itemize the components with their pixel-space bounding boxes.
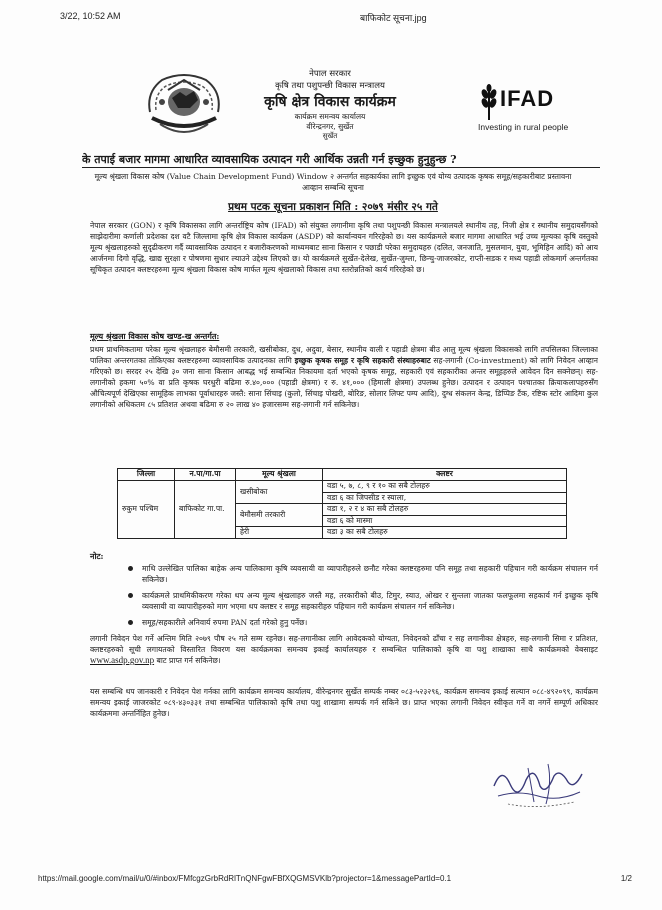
ifad-tagline: Investing in rural people xyxy=(478,122,569,132)
print-header xyxy=(60,11,642,25)
header-value-chain: मूल्य श्रृंखला xyxy=(236,469,323,481)
footer-page-number: 1/2 xyxy=(620,874,632,883)
deadline-text-2: बाट प्राप्त गर्न सकिनेछ। xyxy=(154,656,221,666)
org-program-name: कृषि क्षेत्र विकास कार्यक्रम xyxy=(264,94,396,110)
ifad-name: IFAD xyxy=(500,86,555,111)
nepal-government-emblem-icon xyxy=(142,72,226,144)
header-district: जिल्ला xyxy=(118,469,175,481)
cell-cluster: वडा ६ का जिपसीड र स्याला, xyxy=(323,492,567,504)
list-item xyxy=(128,590,598,612)
org-line-6: सुर्खेत xyxy=(322,132,338,140)
cell-cluster: वडा ६ को मास्मा xyxy=(323,515,567,527)
note-text: कार्यक्रमले प्राथमिकीकरण गरेका थप अन्य मूल्य श्रृंखलाहरु जस्तै मह, तरकारीको बीउ, टिमुर, स्याउ, ओखर र सुन्तला जातका फलफूलमा सहकार्य गर्न इच्छुक कृषि व्यवसायी वा व्यापारीहरुको माग भएमा थप क्लष्टर र समूह सहकारीहरु पहिचान गरी कार्यक्रम संचालन गर्न सकिनेछ। xyxy=(142,591,598,612)
print-footer xyxy=(38,874,632,888)
print-filename: बाफिकोट सूचना.jpg xyxy=(360,13,427,23)
org-line-5: वीरेन्द्रनगर, सुर्खेत xyxy=(306,122,354,131)
bullet-icon xyxy=(128,593,133,598)
cell-chain: बेमौसमी तरकारी xyxy=(236,504,323,527)
cell-cluster: वडा ३ का सबै टोलहरु xyxy=(323,527,567,539)
intro-paragraph: नेपाल सरकार (GON) र कृषि विकासका लागि अन्तर्राष्ट्रिय कोष (IFAD) को संयुक्त लगानीमा कृषि तथा पशुपन्छी विकास मन्त्रालयले स्थानीय तह, निजी क्षेत्र र स्थानीय समुदायसँगको साझेदारीमा कर्णाली प्रदेशका दश वटै जिल्लामा कृषि क्षेत्र विकास कार्यक्रम (ASDP) को कार्यान्वयन गरिरहेको छ। यस कार्यक्रमले बजार मागमा आधारित भई उच्च मूल्यका कृषि वस्तुको मूल्य श्रृंखलाहरुको सुदृढीकरण गर्दै व्यावसायिक उत्पादन र बजारीकरणको माध्यमबाट साना किसान र पछाडी परेका समुदायहरु (दलित, जनजाति, मुसलमान, युवा, भूमिहिन आदि) को आय आर्जनमा दिगो वृद्धि, खाद्य सुरक्षा र पोषणमा सुधार ल्याउने उद्देश्य लिएको छ। यो कार्यक्रमले सुर्खेत-देलेख, सुर्खेत-जुम्ला, छिन्चु-जाजरकोट, राप्ती-सडक र मध्य पहाडी लोकमार्ग अन्तर्गतका सूचिकृत उत्पादन क्लष्टरहरुमा मूल्य श्रृंखला विकास कोष मार्फत मूल्य श्रृंखलाको विकास तथा स्तरोन्नतिको कार्य गरिरहेको छ। xyxy=(90,221,598,275)
wheat-icon xyxy=(478,84,500,120)
cell-cluster: वडा ५, ७, ८, ९ र १० का सबै टोलहरु xyxy=(323,481,567,493)
deadline-text-1: लगानी निवेदन पेश गर्ने अन्तिम मिति २०७९ पौष २५ गते सम्म रहनेछ। सह-लगानीका लागि आवेदकको योग्यता, निवेदनको ढाँचा र सह लगानीका क्षेत्रहरु, सह-लगानी सिमा र प्रतिशत, क्लष्टरहरुको सूची लगायतको विस्तारित विवरण यस कार्यक्रमका समन्वय इकाई कार्यालयहरु र सम्बन्धित पालिकाको कृषि वा पशु शाखाका साथै कार्यक्रमको वेबसाइट xyxy=(90,634,598,655)
list-item xyxy=(128,563,598,585)
notes-list xyxy=(128,563,598,633)
publication-date: प्रथम पटक सूचना प्रकाशन मिति : २०७९ मंसीर २५ गते xyxy=(228,201,438,213)
fund-paragraph xyxy=(90,344,598,467)
deadline-paragraph xyxy=(90,633,598,683)
footer-url: https://mail.google.com/mail/u/0/#inbox/FMfcgzGrbRdRlTnQNFgwFBfXQGMSVKlb?projector=1&messagePartId=0.1 xyxy=(38,874,452,883)
note-text: माथि उल्लेखित पालिका बाहेक अन्य पालिकामा कृषि व्यवसायी वा व्यापारीहरुले छनौट गरेका क्लष्टरहरुमा पनि समूह तथा सहकारी पहिचान गरी कार्यक्रम संचालन गर्न सकिनेछ। xyxy=(142,564,598,585)
notice-headline: के तपाई बजार मागमा आधारित व्यावसायिक उत्पादन गरी आर्थिक उन्नती गर्न इच्छुक हुनुहुन्छ ? xyxy=(82,152,600,168)
organization-header xyxy=(250,68,410,141)
cell-palika: बाफिकोट गा.पा. xyxy=(175,481,236,539)
org-line-1: नेपाल सरकार xyxy=(309,69,351,79)
contact-paragraph: यस सम्बन्धि थप जानकारी र निवेदन पेश गर्नका लागि कार्यक्रम समन्वय कार्यालय, वीरेन्द्रनगर सुर्खेत सम्पर्क नम्बर ०८३-५२३२९६, कार्यक्रम समन्वय इकाई सल्यान ०८८-४९२०९९, कार्यक्रम समन्वय इकाई जाजरकोट ०८९-४३०३३१ तथा सम्बन्धित पालिकाको कृषि तथा पशु शाखामा सम्पर्क गर्न सकिने छ। प्राप्त भएका लगानी निवेदन स्वीकृत गर्ने वा नगर्ने सम्पूर्ण अधिकार कार्यक्रममा अन्तर्निहित हुनेछ। xyxy=(90,687,598,719)
bullet-icon xyxy=(128,620,133,625)
header-cluster: क्लष्टर xyxy=(323,469,567,481)
cell-chain: खसीबोका xyxy=(236,481,323,504)
website-link[interactable]: www.asdp.gov.np xyxy=(90,655,155,666)
notice-subtitle: मूल्य श्रृंखला विकास कोष (Value Chain Development Fund) Window २ अन्तर्गत सहकार्यका लागि इच्छुक एवं योग्य उत्पादक कृषक समूह/सहकारीबाट प्रस्तावना आव्हान सम्बन्धि सूचना xyxy=(94,172,572,192)
cell-cluster: वडा १, २ र ४ का सबै टोलहरु xyxy=(323,504,567,516)
fund-paragraph-part-1: प्रथम प्राथमिकतामा परेका मूल्य श्रृंखलाहरु बेमौसमी तरकारी, खसीबोका, दुध, अदुवा, बेसार, स्थानीय वाली र पहाडी क्षेत्रमा बीउ आलु मूल्य श्रृंखला विकासको लागि तपसिलका जिल्लाका पालिका अन्तरगतका तोकिएका क्लष्टरहरुमा व्यावसायिक उत्पादनका लागि xyxy=(90,345,598,366)
notes-label: नोट: xyxy=(90,551,104,561)
cluster-table xyxy=(117,468,567,539)
ifad-logo xyxy=(478,82,588,142)
cell-district: रुकुम पश्चिम xyxy=(118,481,175,539)
table-header-row xyxy=(118,469,567,481)
fund-paragraph-highlight: इच्छुक कृषक समूह र कृषि सहकारी संस्थाहरुबाट xyxy=(294,356,431,366)
org-line-4: कार्यक्रम समन्वय कार्यालय xyxy=(294,112,366,121)
list-item xyxy=(128,617,598,628)
header-palika: न.पा/गा.पा xyxy=(175,469,236,481)
fund-paragraph-part-2: सह-लगानी (Co-investment) को लागि निवेदन आव्हान गरिएको छ। सरदर २५ देखि ३० जना साना किसान आबद्ध भई सम्बन्धित निकायमा दर्ता भएको कृषक समूह, सहकारी एवं सहकारीका अन्तर समूहहरुले आवेदन दिन सक्नेछन्। सह-लगानीको हकमा ५०% वा प्रति कृषक घरधुरी बढिमा रु.४०,००० (पहाडी क्षेत्रमा) र रु. ४१,००० (हिमाली क्षेत्रमा) उपलब्ध हुनेछ। उत्पादन र उत्पादन पश्चातका क्रियाकलापहरुसँग औचित्यपूर्ण देखिएका सामूहिक लाभका पूर्वाधारहरु जस्तै: साना सिंचाइ (कुलो, सिंचाइ पोखरी, बोरिङ, सोलार लिफ्ट पम्प आदि), दुग्ध संकलन केन्द्र, डिप्पिङ टैंक, रष्टिक स्टोर आदिमा कुल लगानीको अधिकतम ८५ प्रतिशत अथवा बढिमा रु २० लाख ४० हजारसम्म सह-लगानी गर्न सकिनेछ। xyxy=(90,356,598,410)
cell-chain: हेरी xyxy=(236,527,323,539)
table-row xyxy=(118,481,567,493)
print-timestamp: 3/22, 10:52 AM xyxy=(60,11,121,21)
section-title: मूल्य श्रृंखला विकास कोष खण्ड-ख अन्तर्गत: xyxy=(90,331,220,341)
note-text: समूह/सहकारीले अनिवार्य रुपमा PAN दर्ता गरेको हुनु पर्नेछ। xyxy=(142,618,308,628)
signature-stamp-icon xyxy=(488,756,588,812)
bullet-icon xyxy=(128,566,133,571)
org-line-2: कृषि तथा पशुपन्छी विकास मन्त्रालय xyxy=(275,81,385,91)
